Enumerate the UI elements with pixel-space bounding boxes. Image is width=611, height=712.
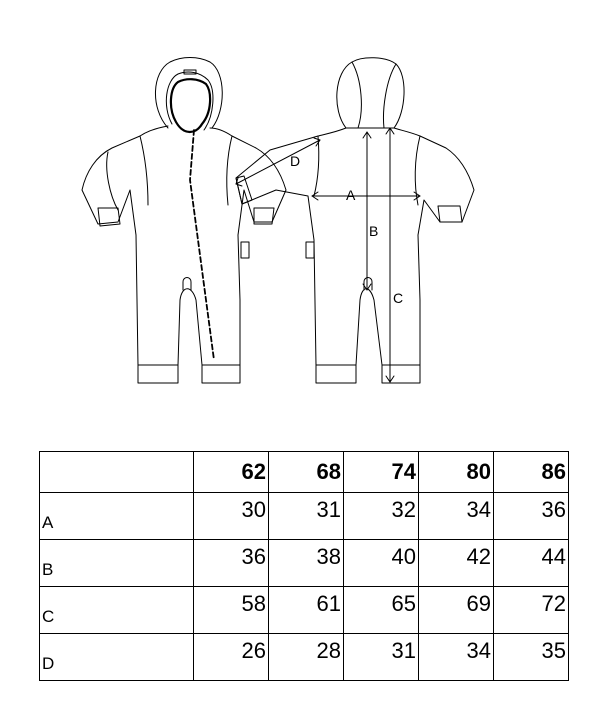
size-header: 74 bbox=[344, 452, 419, 493]
table-cell: 38 bbox=[269, 540, 344, 587]
table-cell: 61 bbox=[269, 587, 344, 634]
table-cell: 72 bbox=[494, 587, 569, 634]
table-cell: 58 bbox=[194, 587, 269, 634]
table-cell: 44 bbox=[494, 540, 569, 587]
table-row bbox=[40, 493, 569, 540]
table-cell: 40 bbox=[344, 540, 419, 587]
table-cell: 35 bbox=[494, 634, 569, 681]
size-header: 80 bbox=[419, 452, 494, 493]
row-label: A bbox=[40, 493, 194, 540]
table-row bbox=[40, 540, 569, 587]
table-cell: 34 bbox=[419, 493, 494, 540]
table-cell: 65 bbox=[344, 587, 419, 634]
measure-label-a: A bbox=[346, 187, 356, 203]
table-cell: 34 bbox=[419, 634, 494, 681]
table-cell: 32 bbox=[344, 493, 419, 540]
measurement-lines bbox=[236, 128, 420, 382]
table-row bbox=[40, 587, 569, 634]
table-cell: 31 bbox=[344, 634, 419, 681]
back-view-drawing bbox=[236, 58, 474, 383]
row-label: D bbox=[40, 634, 194, 681]
measure-label-d: D bbox=[290, 153, 301, 169]
table-row bbox=[40, 634, 569, 681]
size-table bbox=[39, 451, 569, 681]
size-header: 86 bbox=[494, 452, 569, 493]
size-header-row bbox=[40, 452, 569, 493]
size-header: 68 bbox=[269, 452, 344, 493]
table-cell: 31 bbox=[269, 493, 344, 540]
size-header: 62 bbox=[194, 452, 269, 493]
measure-label-b: B bbox=[369, 223, 379, 239]
table-cell: 36 bbox=[194, 540, 269, 587]
table-cell: 30 bbox=[194, 493, 269, 540]
measure-label-c: C bbox=[393, 290, 404, 306]
front-view-drawing bbox=[82, 58, 286, 384]
row-label: B bbox=[40, 540, 194, 587]
table-cell: 69 bbox=[419, 587, 494, 634]
table-cell: 36 bbox=[494, 493, 569, 540]
table-cell: 26 bbox=[194, 634, 269, 681]
table-cell: 42 bbox=[419, 540, 494, 587]
table-cell: 28 bbox=[269, 634, 344, 681]
row-label: C bbox=[40, 587, 194, 634]
table-corner-cell bbox=[40, 452, 194, 493]
